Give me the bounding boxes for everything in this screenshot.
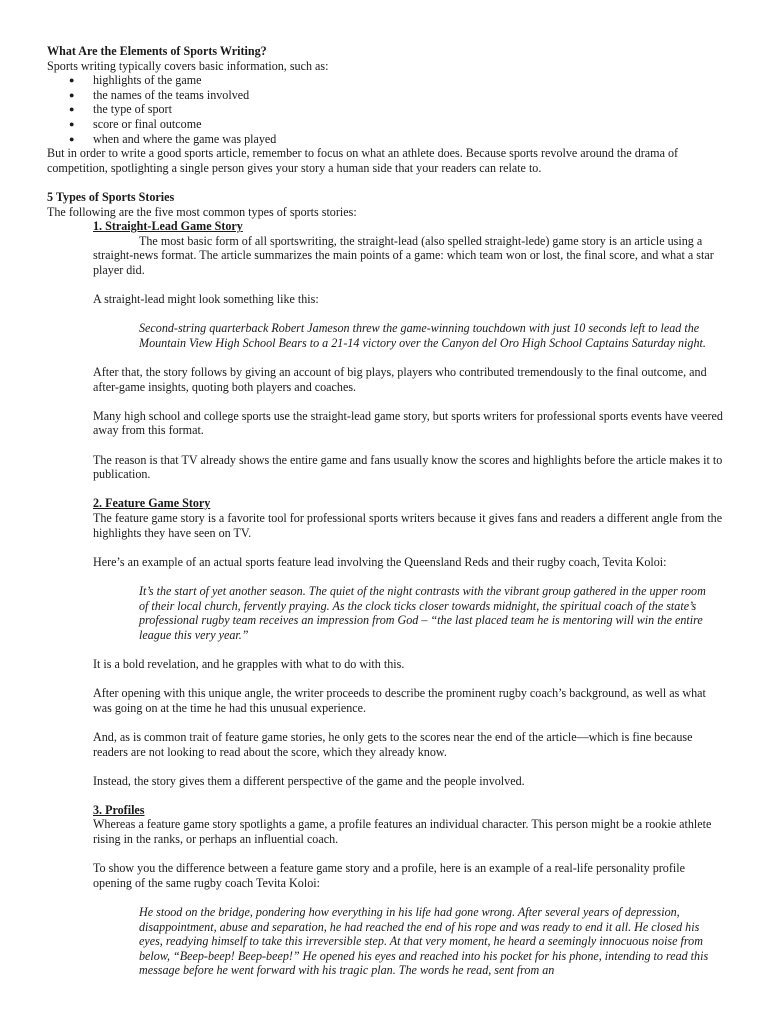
straight-lead-paragraph-4: Many high school and college sports use the straight-lead game story, but sports writers for professional sports events have veered away from this format. xyxy=(93,408,723,438)
subheading-feature-game: 2. Feature Game Story xyxy=(93,496,211,511)
list-item: ● highlights of the game xyxy=(69,73,202,88)
subheading-profiles: 3. Profiles xyxy=(93,802,145,817)
profiles-example-quote: He stood on the bridge, pondering how everything in his life had gone wrong. After several years of depression, disappointment, abuse and separation, he had reached the end of his rope and was ready to end it all. He closed his eyes, readying himself to take this irreversible step. At that very moment, he heard a seemingly innocuous noise from below, “Beep-beep! Beep-beep!” He opened his eyes and reached into his pocket for his phone, intending to read this message before he went forward with his tragic plan. The words he read, sent from an xyxy=(139,905,709,978)
bullet-icon: ● xyxy=(69,118,75,129)
elements-closing-paragraph: But in order to write a good sports article, remember to focus on what an athlete does. Because sports revolve around the drama of competition, spotlighting a single person gives your story a human side that your readers can relate to. xyxy=(47,146,679,175)
elements-list xyxy=(47,73,723,146)
list-item: ● score or final outcome xyxy=(69,116,202,131)
straight-lead-paragraph-3: After that, the story follows by giving an account of big plays, players who contributed tremendously to the final outcome, and after-game insights, quoting both players and coaches. xyxy=(93,365,707,394)
feature-paragraph-1: The feature game story is a favorite tool for professional sports writers because it gives fans and readers a different angle from the highlights they have seen on TV. xyxy=(93,511,723,540)
bullet-icon: ● xyxy=(69,104,75,115)
straight-lead-paragraph-2: A straight-lead might look something like this: xyxy=(93,292,319,307)
feature-paragraph-4: After opening with this unique angle, the writer proceeds to describe the prominent rugby coach’s background, as well as what was going on at the time he had this unusual experience. xyxy=(93,686,706,715)
feature-example-quote: It’s the start of yet another season. The quiet of the night contrasts with the vibrant group gathered in the upper room of their local church, fervently praying. As the clock ticks closer towards midnight, the spiritual coach of the state’s professional rugby team receives an impression from God – “the last placed team he is mentoring will win the entire league this very year.” xyxy=(139,583,706,642)
straight-lead-paragraph-5: The reason is that TV already shows the entire game and fans usually know the scores and highlights before the article makes it to publication. xyxy=(93,452,723,482)
profiles-paragraph-2: To show you the difference between a feature game story and a profile, here is an example of a real-life personality profile opening of the same rugby coach Tevita Koloi: xyxy=(93,861,685,890)
subheading-straight-lead: 1. Straight-Lead Game Story xyxy=(93,219,243,234)
bullet-icon: ● xyxy=(69,133,75,144)
section-heading-elements: What Are the Elements of Sports Writing? xyxy=(47,44,267,58)
list-item: ● the type of sport xyxy=(69,102,172,117)
feature-paragraph-5: And, as is common trait of feature game stories, he only gets to the scores near the end of the article—which is fine because readers are not looking to read about the score, which they already know. xyxy=(93,729,693,759)
types-intro: The following are the five most common types of sports stories: xyxy=(47,204,357,219)
section-heading-types: 5 Types of Sports Stories xyxy=(47,189,175,204)
list-item: ● the names of the teams involved xyxy=(69,87,250,102)
bullet-icon: ● xyxy=(69,89,75,100)
feature-paragraph-2: Here’s an example of an actual sports feature lead involving the Queensland Reds and their rugby coach, Tevita Koloi: xyxy=(93,554,667,569)
profiles-paragraph-1: Whereas a feature game story spotlights a game, a profile features an individual character. This person might be a rookie athlete rising in the ranks, or perhaps an influential coach. xyxy=(93,817,712,847)
feature-paragraph-6: Instead, the story gives them a different perspective of the game and the people involved. xyxy=(93,773,525,788)
feature-paragraph-3: It is a bold revelation, and he grapples with what to do with this. xyxy=(93,656,405,671)
straight-lead-paragraph-1: The most basic form of all sportswriting, the straight-lead (also spelled straight-lede) game story is an article using a straight-news format. The article summarizes the main points of a game: which team won or lost, the final score, and what a star player did. xyxy=(93,233,714,277)
document-page xyxy=(47,44,723,978)
list-item: ● when and where the game was played xyxy=(69,131,277,146)
elements-intro: Sports writing typically covers basic information, such as: xyxy=(47,58,329,73)
straight-lead-example-quote: Second-string quarterback Robert Jameson threw the game-winning touchdown with just 10 seconds left to lead the Mountain View High School Bears to a 21-14 victory over the Canyon del Oro High School Captains Saturday night. xyxy=(139,321,706,350)
bullet-icon: ● xyxy=(69,75,75,86)
